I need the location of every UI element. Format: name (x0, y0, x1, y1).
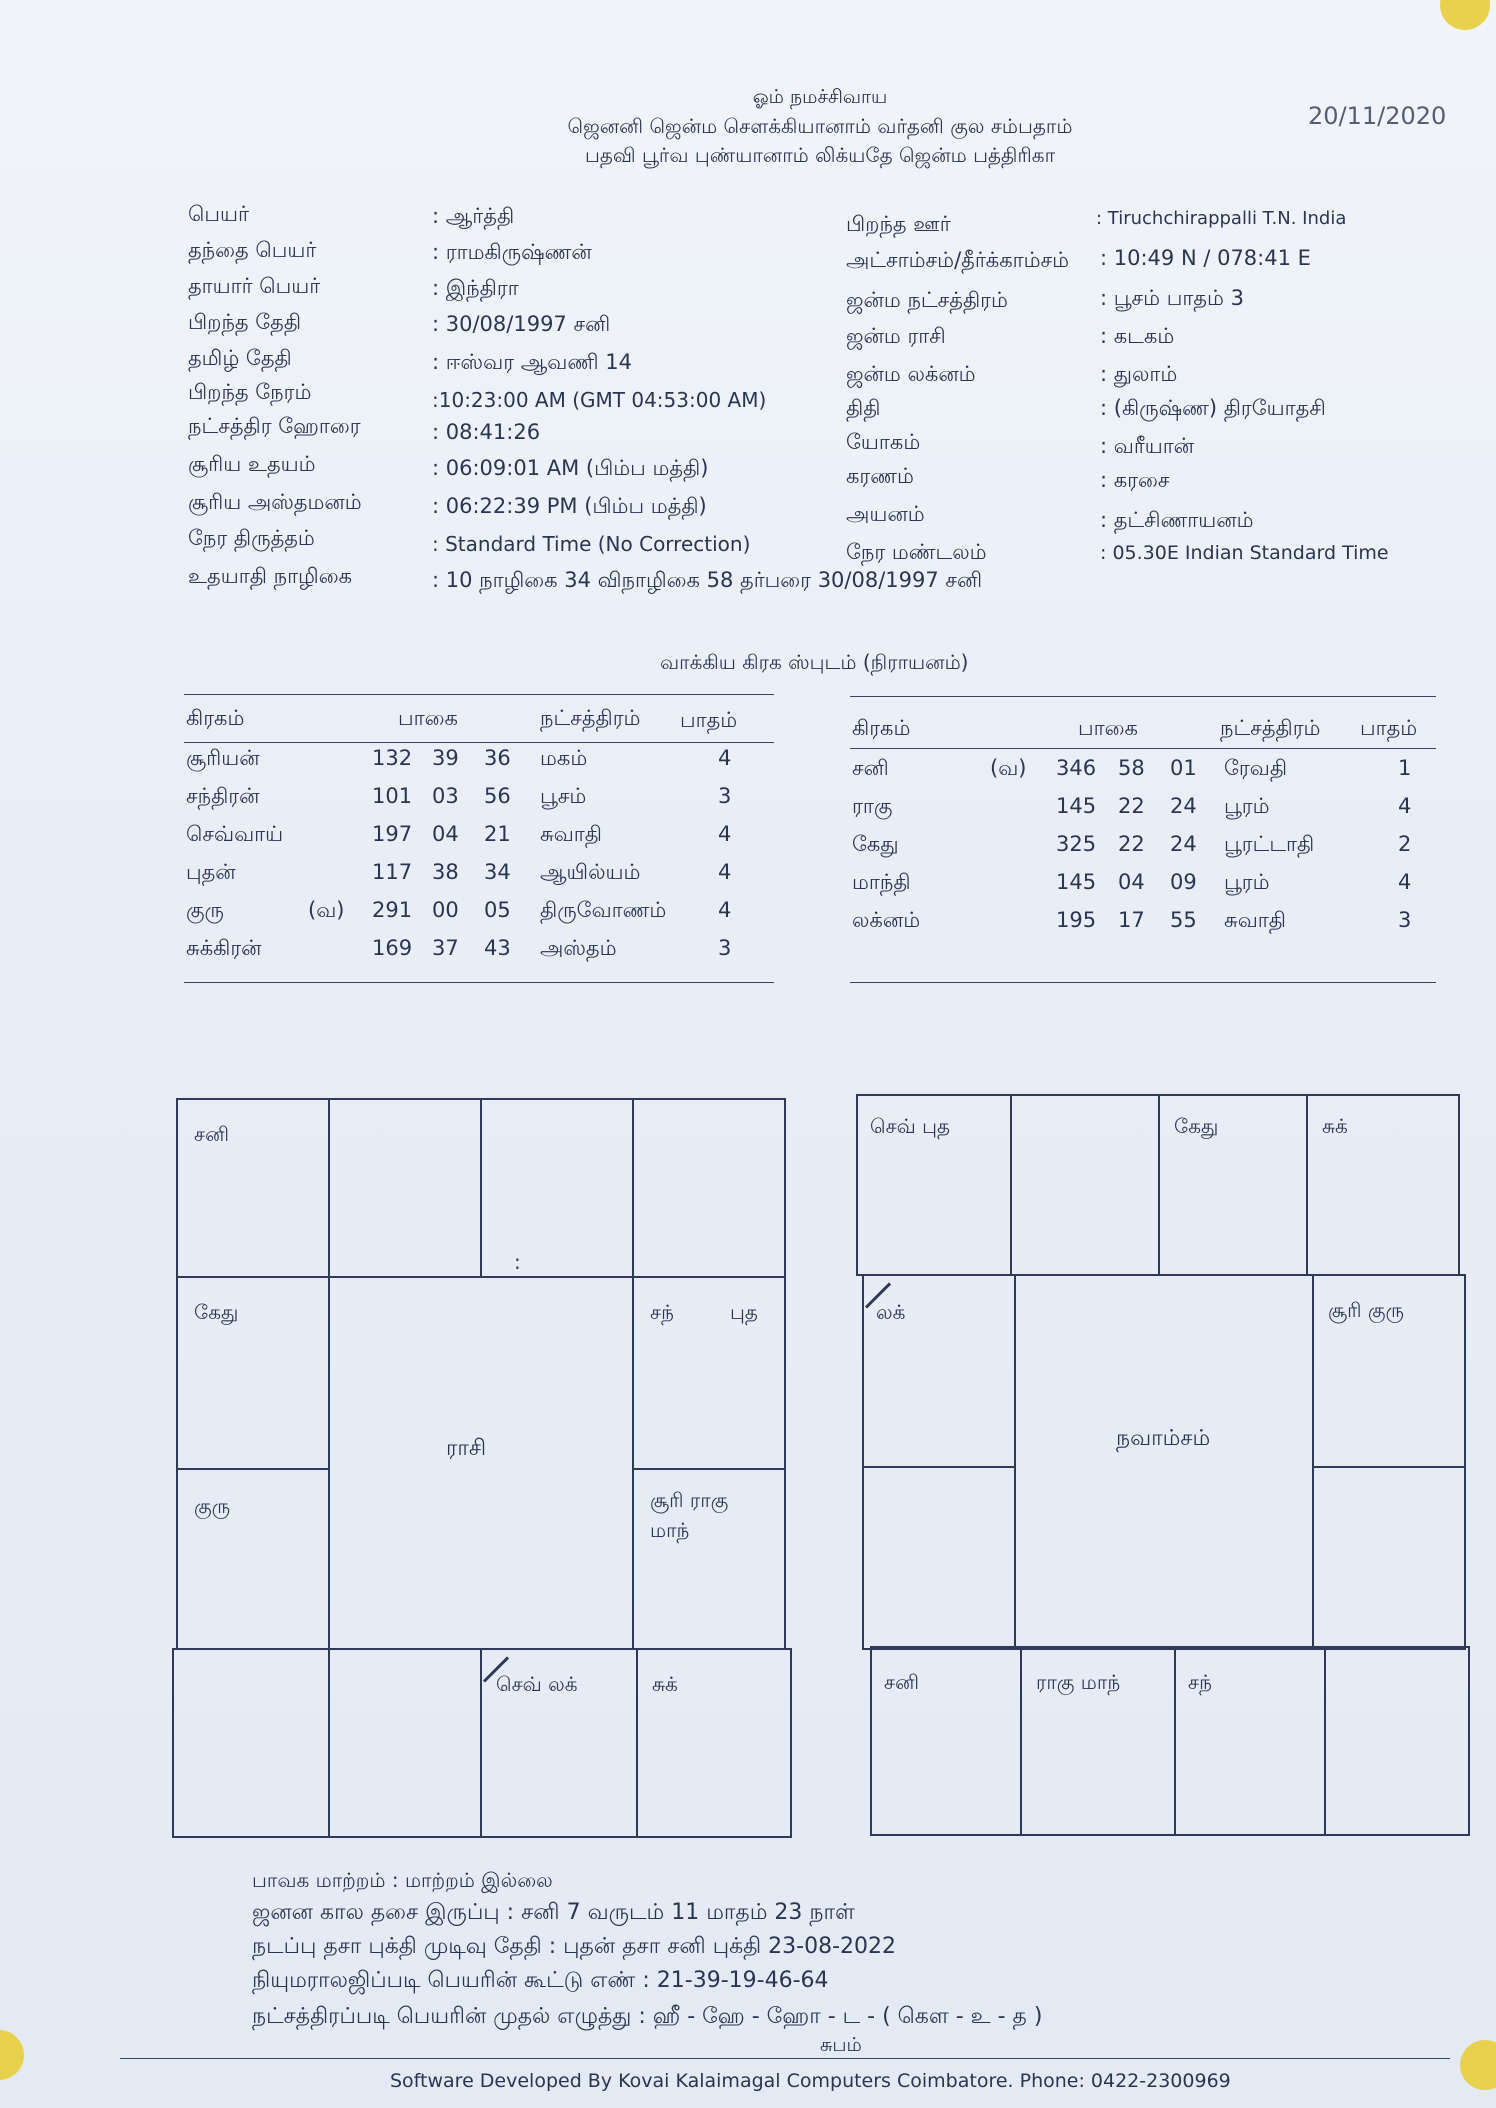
table-cell-retro: (வ) (308, 898, 345, 922)
chart-house (1312, 1274, 1466, 1468)
chart-house (480, 1098, 634, 1278)
chart-house (172, 1648, 330, 1838)
col-header-star: நட்சத்திரம் (1220, 716, 1321, 740)
table-cell-second: 09 (1170, 870, 1197, 894)
chart-house (1158, 1094, 1308, 1276)
header-verse-1: ஜெனனி ஜென்ம சௌக்கியானாம் வர்தனி குல சம்பதாம் (567, 114, 1073, 138)
table-cell-minute: 00 (432, 898, 459, 922)
house-planets: செவ் லக் (496, 1672, 578, 1696)
detail-label: ஜன்ம ராசி (846, 324, 946, 348)
house-planets: லக் (876, 1300, 906, 1324)
chart-house (176, 1098, 330, 1278)
table-cell-star: பூரம் (1224, 870, 1270, 894)
table-rule (184, 982, 774, 983)
table-cell-minute: 04 (432, 822, 459, 846)
table-cell-pada: 3 (1398, 908, 1412, 932)
house-planets: சந் (1188, 1670, 1212, 1694)
footer-line: பாவக மாற்றம் : மாற்றம் இல்லை (252, 1868, 553, 1892)
table-cell-degree: 291 (372, 898, 413, 922)
table-cell-degree: 117 (372, 860, 413, 884)
table-cell-second: 24 (1170, 832, 1197, 856)
chart-house (636, 1648, 792, 1838)
detail-label: நேர மண்டலம் (846, 540, 987, 564)
chart-house (870, 1646, 1022, 1836)
table-cell-planet: சந்திரன் (186, 784, 260, 808)
detail-value: : தட்சிணாயனம் (1100, 508, 1254, 532)
house-planets: சுக் (1322, 1114, 1348, 1138)
table-rule (850, 982, 1436, 983)
footer-line: நடப்பு தசா புக்தி முடிவு தேதி : புதன் தசா சனி புக்தி 23-08-2022 (252, 1934, 897, 1959)
rasi-label: ராசி (446, 1436, 487, 1461)
table-cell-degree: 169 (372, 936, 413, 960)
table-cell-planet: சுக்கிரன் (186, 936, 262, 960)
chart-house (856, 1094, 1012, 1276)
table-cell-pada: 4 (718, 860, 732, 884)
table-cell-star: சுவாதி (540, 822, 602, 846)
house-planets: சந் (650, 1300, 674, 1324)
table-cell-retro: (வ) (990, 756, 1027, 780)
chart-center (328, 1276, 634, 1650)
table-cell-minute: 39 (432, 746, 459, 770)
detail-label: சூரிய அஸ்தமனம் (188, 490, 362, 514)
chart-house (1312, 1466, 1466, 1650)
subham-text: சுபம் (820, 2034, 862, 2056)
chart-house (480, 1648, 638, 1838)
table-cell-degree: 197 (372, 822, 413, 846)
detail-label: தந்தை பெயர் (188, 238, 317, 262)
detail-value: : Tiruchchirappalli T.N. India (1096, 208, 1347, 229)
table-cell-star: அஸ்தம் (540, 936, 617, 960)
detail-value: : துலாம் (1100, 362, 1178, 386)
table-cell-star: திருவோணம் (540, 898, 667, 922)
table-cell-second: 56 (484, 784, 511, 808)
corner-stain (1460, 2040, 1496, 2090)
chart-house (328, 1648, 482, 1838)
table-cell-second: 36 (484, 746, 511, 770)
table-cell-pada: 2 (1398, 832, 1412, 856)
house-planets: கேது (194, 1300, 239, 1324)
table-cell-degree: 346 (1056, 756, 1097, 780)
navamsa-label: நவாம்சம் (1116, 1426, 1211, 1451)
table-cell-planet: புதன் (186, 860, 236, 884)
table-cell-planet: மாந்தி (852, 870, 911, 894)
chart-house (1306, 1094, 1460, 1276)
detail-value: : ஈஸ்வர ஆவணி 14 (432, 350, 633, 374)
detail-value: : 06:22:39 PM (பிம்ப மத்தி) (432, 494, 707, 518)
chart-center (1014, 1274, 1314, 1650)
table-cell-second: 55 (1170, 908, 1197, 932)
house-planets: கேது (1174, 1114, 1219, 1138)
table-cell-second: 43 (484, 936, 511, 960)
detail-value: : கரசை (1100, 468, 1170, 492)
house-planets: : (514, 1250, 521, 1274)
detail-label: நட்சத்திர ஹோரை (188, 414, 361, 438)
detail-label: திதி (846, 396, 881, 420)
table-cell-star: மகம் (540, 746, 588, 770)
detail-label: ஜன்ம லக்னம் (846, 362, 976, 386)
table-cell-pada: 4 (1398, 870, 1412, 894)
table-cell-planet: செவ்வாய் (186, 822, 284, 846)
table-cell-degree: 145 (1056, 870, 1097, 894)
table-cell-second: 24 (1170, 794, 1197, 818)
house-planets: குரு (194, 1494, 231, 1518)
table-cell-planet: கேது (852, 832, 899, 856)
table-rule (850, 696, 1436, 697)
corner-stain (0, 2030, 24, 2080)
table-cell-pada: 4 (718, 898, 732, 922)
table-cell-star: ஆயில்யம் (540, 860, 641, 884)
software-credit: Software Developed By Kovai Kalaimagal Computers Coimbatore. Phone: 0422-2300969 (390, 2070, 1231, 2092)
detail-value: : 05.30E Indian Standard Time (1100, 542, 1389, 564)
table-cell-pada: 3 (718, 936, 732, 960)
col-header-star: நட்சத்திரம் (540, 706, 641, 730)
detail-value: : கடகம் (1100, 324, 1175, 348)
table-cell-planet: ராகு (852, 794, 893, 818)
chart-house (862, 1466, 1016, 1650)
table-cell-second: 21 (484, 822, 511, 846)
detail-value: : 30/08/1997 சனி (432, 312, 611, 336)
table-cell-minute: 22 (1118, 832, 1145, 856)
detail-label: பிறந்த நேரம் (188, 380, 312, 404)
table-cell-planet: சனி (852, 756, 889, 780)
house-planets: சூரி ராகு (650, 1488, 729, 1512)
table-rule (850, 748, 1436, 749)
table-cell-degree: 195 (1056, 908, 1097, 932)
table-cell-minute: 03 (432, 784, 459, 808)
table-cell-degree: 145 (1056, 794, 1097, 818)
detail-label: பிறந்த தேதி (188, 310, 302, 334)
chart-house (632, 1468, 786, 1650)
print-date: 20/11/2020 (1308, 102, 1447, 130)
house-planets: சனி (194, 1122, 229, 1146)
table-cell-star: பூசம் (540, 784, 587, 808)
chart-house (632, 1098, 786, 1278)
house-planets: சனி (884, 1670, 919, 1694)
detail-value: : 10:49 N / 078:41 E (1100, 246, 1311, 270)
table-cell-pada: 4 (718, 822, 732, 846)
footer-rule (120, 2058, 1450, 2059)
table-rule (184, 694, 774, 695)
chart-house (1020, 1646, 1176, 1836)
table-cell-planet: சூரியன் (186, 746, 260, 770)
table-cell-minute: 22 (1118, 794, 1145, 818)
chart-house (1174, 1646, 1326, 1836)
table-cell-star: சுவாதி (1224, 908, 1286, 932)
detail-value: : 08:41:26 (432, 420, 541, 444)
detail-label: யோகம் (846, 430, 921, 454)
detail-value: : Standard Time (No Correction) (432, 532, 751, 556)
footer-line: நட்சத்திரப்படி பெயரின் முதல் எழுத்து : ஹீ - ஹே - ஹோ - ட - ( கெள - உ - த ) (252, 2004, 1043, 2029)
table-rule (184, 742, 774, 743)
table-cell-pada: 3 (718, 784, 732, 808)
detail-value: :10:23:00 AM (GMT 04:53:00 AM) (432, 388, 767, 412)
table-cell-minute: 38 (432, 860, 459, 884)
detail-value: : வரீயான் (1100, 434, 1195, 458)
detail-label: பிறந்த ஊர் (846, 212, 951, 236)
detail-value: : 06:09:01 AM (பிம்ப மத்தி) (432, 456, 709, 480)
header-verse-2: பதவி பூர்வ புண்யானாம் லிக்யதே ஜென்ம பத்திரிகா (584, 143, 1056, 167)
table-cell-star: பூரம் (1224, 794, 1270, 818)
detail-label: பெயர் (188, 202, 249, 226)
detail-label: நேர திருத்தம் (188, 526, 315, 550)
col-header-planet: கிரகம் (186, 706, 245, 730)
chart-house (176, 1468, 330, 1650)
house-planets: புத (730, 1300, 758, 1324)
detail-value: : ராமகிருஷ்ணன் (432, 240, 592, 264)
footer-line: நியுமராலஜிப்படி பெயரின் கூட்டு எண் : 21-39-19-46-64 (252, 1968, 829, 1993)
detail-value: : பூசம் பாதம் 3 (1100, 286, 1244, 310)
table-cell-pada: 1 (1398, 756, 1412, 780)
house-planets: சுக் (652, 1672, 678, 1696)
table-cell-second: 01 (1170, 756, 1197, 780)
table-cell-second: 34 (484, 860, 511, 884)
table-cell-pada: 4 (1398, 794, 1412, 818)
detail-value: : இந்திரா (432, 276, 519, 300)
table-cell-planet: லக்னம் (852, 908, 921, 932)
table-cell-degree: 132 (372, 746, 413, 770)
detail-value: : ஆர்த்தி (432, 204, 515, 228)
chart-house (862, 1274, 1016, 1468)
col-header-pada: பாதம் (680, 708, 738, 732)
table-cell-second: 05 (484, 898, 511, 922)
table-cell-minute: 37 (432, 936, 459, 960)
col-header-pada: பாதம் (1360, 716, 1418, 740)
table-cell-degree: 325 (1056, 832, 1097, 856)
detail-value: : 10 நாழிகை 34 விநாழிகை 58 தர்பரை 30/08/1997 சனி (432, 568, 983, 592)
col-header-degree: பாகை (1078, 716, 1138, 740)
house-planets: சூரி குரு (1328, 1298, 1405, 1322)
chart-house (176, 1276, 330, 1470)
detail-label: தமிழ் தேதி (188, 346, 292, 370)
table-cell-star: பூரட்டாதி (1224, 832, 1315, 856)
chart-house (632, 1276, 786, 1470)
chart-house (1010, 1094, 1160, 1276)
detail-label: உதயாதி நாழிகை (188, 564, 353, 588)
detail-label: தாயார் பெயர் (188, 274, 321, 298)
table-cell-planet: குரு (186, 898, 225, 922)
detail-value: : (கிருஷ்ண) திரயோதசி (1100, 396, 1326, 420)
table-cell-minute: 17 (1118, 908, 1145, 932)
detail-label: சூரிய உதயம் (188, 452, 316, 476)
house-planets: மாந் (650, 1518, 690, 1542)
table-cell-degree: 101 (372, 784, 413, 808)
footer-line: ஜனன கால தசை இருப்பு : சனி 7 வருடம் 11 மாதம் 23 நாள் (252, 1900, 855, 1925)
col-header-planet: கிரகம் (852, 716, 911, 740)
header-invocation: ஓம் நமச்சிவாய (752, 86, 888, 108)
corner-stain (1440, 0, 1490, 30)
detail-label: ஜன்ம நட்சத்திரம் (846, 288, 1008, 312)
detail-label: கரணம் (846, 464, 914, 488)
table-cell-minute: 58 (1118, 756, 1145, 780)
table-cell-star: ரேவதி (1224, 756, 1288, 780)
chart-house (328, 1098, 482, 1278)
detail-label: அட்சாம்சம்/தீர்க்காம்சம் (846, 248, 1070, 272)
house-planets: செவ் புத (870, 1114, 951, 1138)
graha-table-title: வாக்கிய கிரக ஸ்புடம் (நிராயனம்) (660, 650, 969, 674)
chart-house (1324, 1646, 1470, 1836)
table-cell-pada: 4 (718, 746, 732, 770)
col-header-degree: பாகை (398, 706, 458, 730)
detail-label: அயனம் (846, 502, 925, 526)
house-planets: ராகு மாந் (1036, 1670, 1121, 1694)
table-cell-minute: 04 (1118, 870, 1145, 894)
